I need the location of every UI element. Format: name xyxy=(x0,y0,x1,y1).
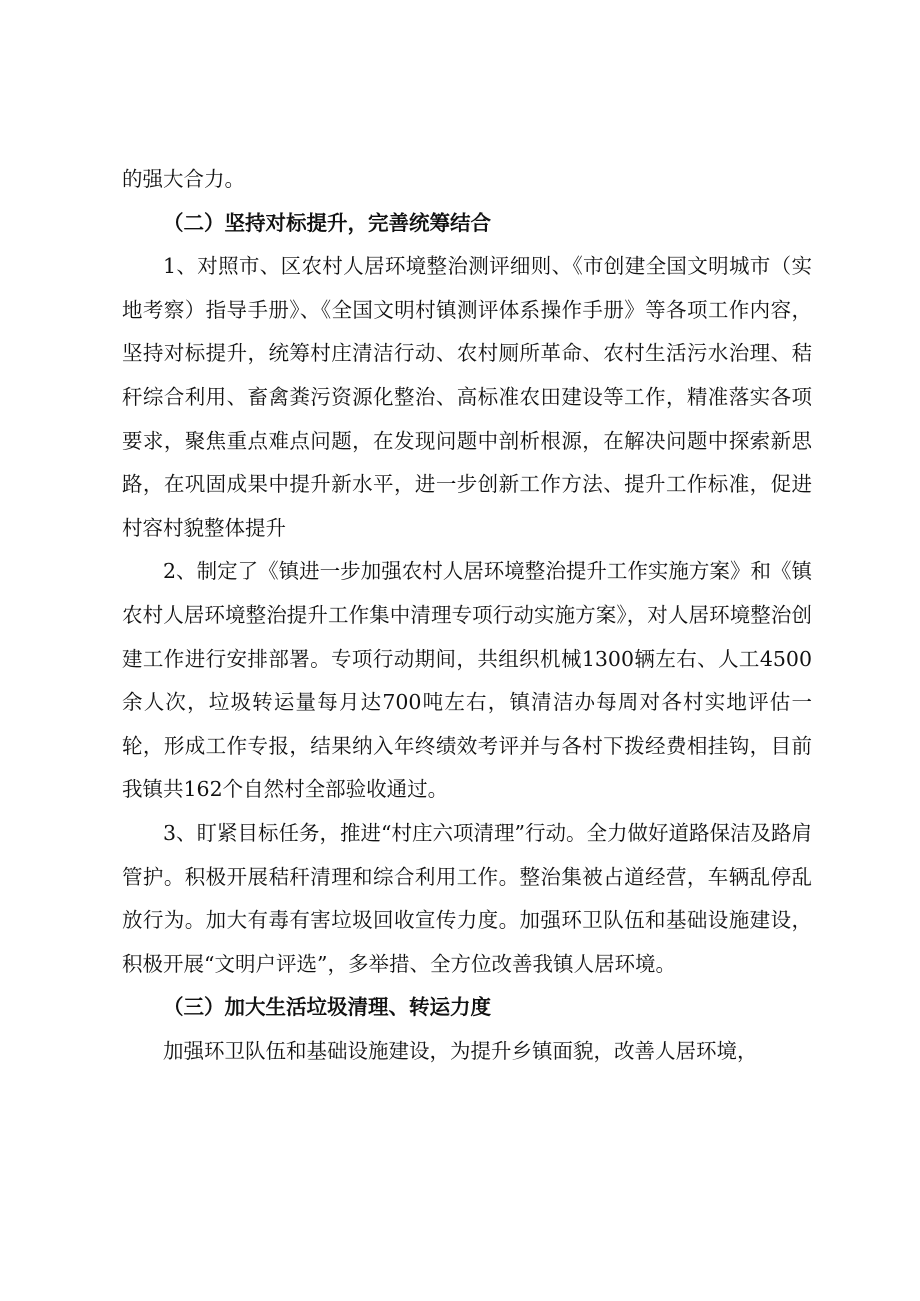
paragraph-item-3: 3、盯紧目标任务，推进“村庄六项清理”行动。全力做好道路保洁及路肩管护。积极开展秸秆清理和综合利用工作。整治集被占道经营，车辆乱停乱放行为。加大有毒有害垃圾回收宣传力度。加强环卫队伍和基础设施建设，积极开展“文明户评选”，多举措、全方位改善我镇人居环境。 xyxy=(122,820,813,976)
paragraph-item-2: 2、制定了《镇进一步加强农村人居环境整治提升工作实施方案》和《镇农村人居环境整治提升工作集中清理专项行动实施方案》，对人居环境整治创建工作进行安排部署。专项行动期间，共组织机械1300辆左右、人工4500余人次，垃圾转运量每月达700吨左右，镇清洁办每周对各村实地评估一轮，形成工作专报，结果纳入年终绩效考评并与各村下拨经费相挂钩，目前我镇共162个自然村全部验收通过。 xyxy=(122,559,812,802)
paragraph-section-3-intro: 加强环卫队伍和基础设施建设，为提升乡镇面貌，改善人居环境， xyxy=(163,1038,758,1063)
section-heading-2: （二）坚持对标提升，完善统筹结合 xyxy=(163,210,491,235)
paragraph-continuation: 的强大合力。 xyxy=(122,167,245,191)
paragraph-item-1: 1、对照市、区农村人居环境整治测评细则、《市创建全国文明城市（实地考察）指导手册》、《全国文明村镇测评体系操作手册》等各项工作内容，坚持对标提升，统筹村庄清洁行动、农村厕所革命、农村生活污水治理、秸秆综合利用、畜禽粪污资源化整治、高标准农田建设等工作，精准落实各项要求，聚焦重点难点问题，在发现问题中剖析根源，在解决问题中探索新思路，在巩固成果中提升新水平，进一步创新工作方法、提升工作标准，促进村容村貌整体提升 xyxy=(122,254,812,540)
document-body xyxy=(122,158,812,1073)
section-heading-3: （三）加大生活垃圾清理、转运力度 xyxy=(163,995,491,1020)
